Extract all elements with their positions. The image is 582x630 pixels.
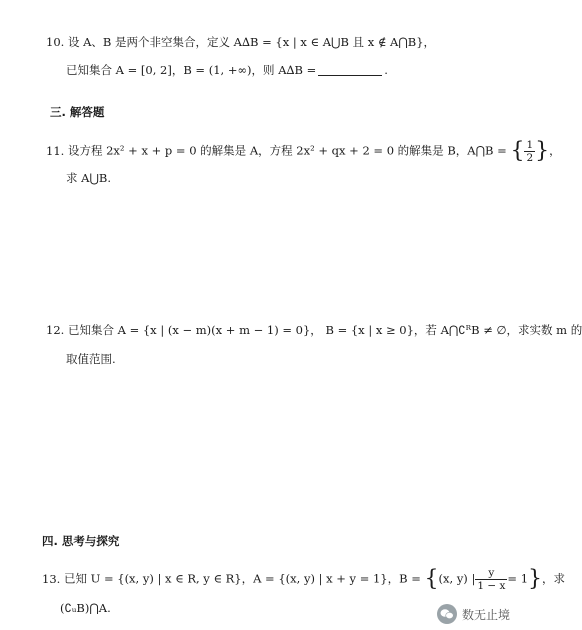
q13-set-b-right: = 1 — [507, 571, 529, 586]
q13-fraction — [475, 567, 507, 592]
wechat-logo-icon — [437, 604, 457, 624]
q11-line-2 — [66, 170, 111, 186]
watermark-text: 数无止境 — [461, 607, 510, 622]
q12-number: 12. — [46, 323, 65, 337]
watermark — [437, 604, 510, 624]
q10-text-1: 设 A、B 是两个非空集合，定义 A∆B = {x | x ∈ A⋃B 且 x ∉ A⋂B}， — [67, 35, 436, 49]
q13-set-b-left: (x, y) | — [438, 571, 476, 586]
q13-number: 13. — [42, 571, 61, 586]
q11-line-1 — [46, 139, 561, 164]
q11-frac-denominator: 2 — [526, 152, 534, 164]
q13-text-2: (∁ᵤB)⋂A. — [60, 601, 111, 615]
q11-frac-numerator: 1 — [526, 139, 534, 151]
q11-fraction — [524, 139, 535, 164]
q13-frac-numerator: y — [475, 567, 507, 580]
q11-text-1b: ， — [549, 143, 561, 158]
section-3-heading: 三. 解答题 — [50, 105, 105, 119]
q11-left-brace: { — [510, 138, 525, 164]
q12-text-2: 取值范围. — [66, 352, 116, 366]
q13-line-2 — [60, 600, 111, 616]
q11-text-2: 求 A⋃B. — [66, 171, 112, 185]
q10-line-1 — [46, 34, 435, 50]
q13-right-brace: } — [528, 566, 543, 592]
q11-text-1a: 设方程 2x² + x + p = 0 的解集是 A，方程 2x² + qx + 2 = 0 的解集是 B，A⋂B = — [67, 143, 507, 158]
q12-text-1: 已知集合 A = {x | (x − m)(x + m − 1) = 0}， B = {x | x ≥ 0}，若 A⋂∁ᴿB ≠ ∅，求实数 m 的 — [67, 323, 582, 337]
q11-right-brace: } — [535, 138, 550, 164]
q10-text-2a: 已知集合 A = [0, 2]，B = (1, +∞)，则 A∆B = — [66, 63, 317, 77]
q10-text-2b: . — [384, 63, 388, 77]
q13-line-1 — [42, 567, 565, 592]
q13-text-1a: 已知 U = {(x, y) | x ∈ R, y ∈ R}，A = {(x, y) | x + y = 1}，B = — [63, 571, 421, 586]
q10-line-2 — [66, 62, 388, 78]
section-4-heading: 四. 思考与探究 — [42, 534, 120, 548]
q12-line-2 — [66, 351, 116, 367]
q13-text-1b: ，求 — [542, 571, 566, 586]
q11-number: 11. — [46, 143, 65, 158]
q12-line-1 — [46, 322, 582, 338]
q10-answer-blank — [318, 65, 382, 76]
q13-frac-denominator: 1 − x — [477, 580, 506, 592]
q13-left-brace: { — [424, 566, 439, 592]
q10-number: 10. — [46, 35, 65, 49]
